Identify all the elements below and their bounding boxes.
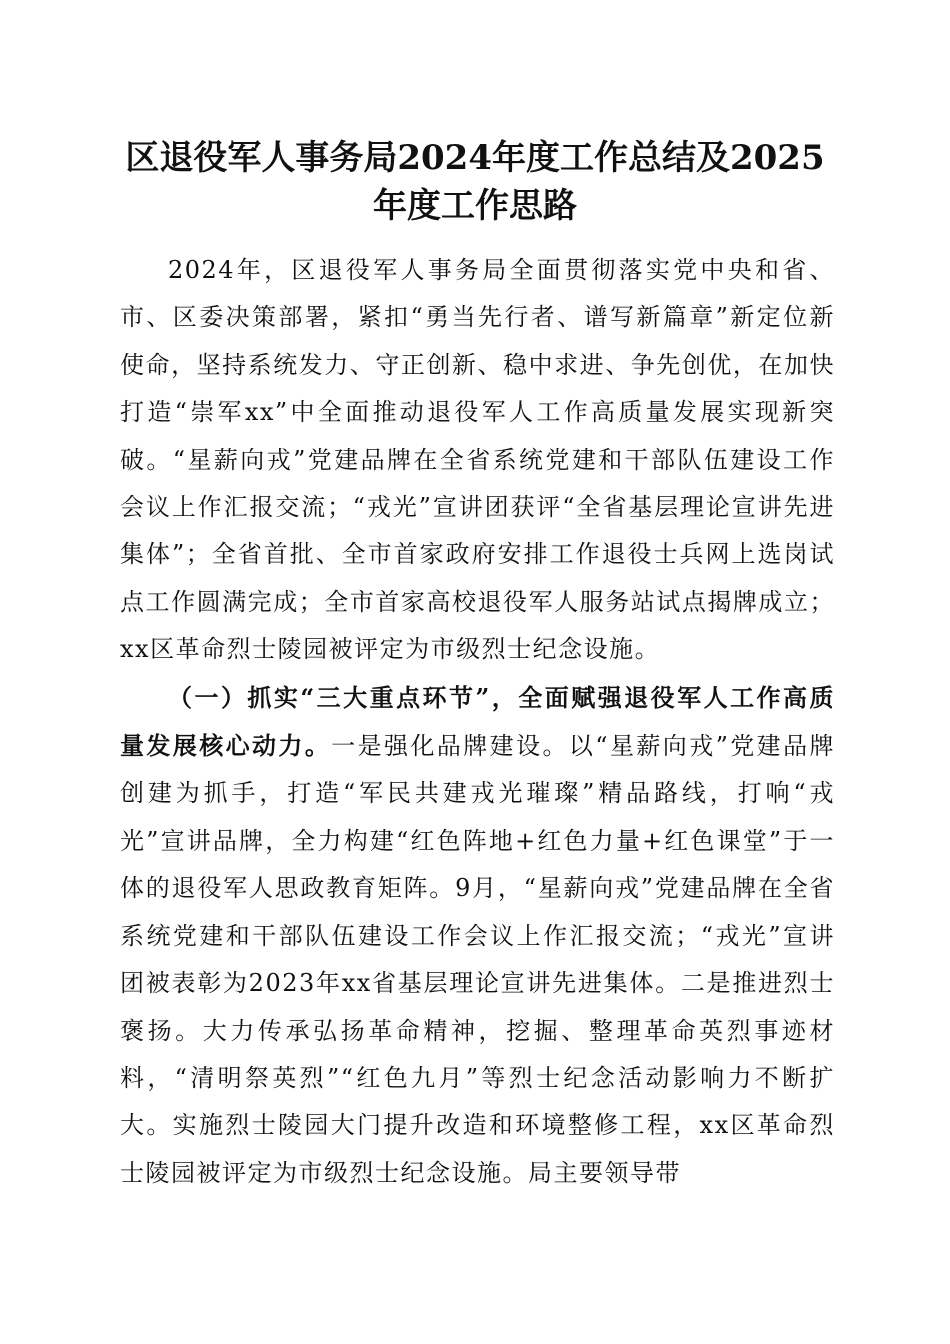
document-body xyxy=(120,247,835,1197)
section-1-heading: （一）抓实“三大重点环节”，全面赋强退役军人工作高质量发展核心动力。 xyxy=(120,682,835,761)
document-title-line-2: 年度工作思路 xyxy=(373,186,577,226)
section-1-paragraph xyxy=(120,674,835,1197)
document-title-line-1: 区退役军人事务局2024年度工作总结及2025 xyxy=(125,138,825,178)
section-1-body: 一是强化品牌建设。以“星薪向戎”党建品牌创建为抓手，打造“军民共建戎光璀璨”精品路线，打响“戎光”宣讲品牌，全力构建“红色阵地+红色力量+红色课堂”于一体的退役军人思政教育矩阵。9月，“星薪向戎”党建品牌在全省系统党建和干部队伍建设工作会议上作汇报交流；“戎光”宣讲团被表彰为2023年xx省基层理论宣讲先进集体。二是推进烈士褒扬。大力传承弘扬革命精神，挖掘、整理革命英烈事迹材料，“清明祭英烈”“红色九月”等烈士纪念活动影响力不断扩大。实施烈士陵园大门提升改造和环境整修工程，xx区革命烈士陵园被评定为市级烈士纪念设施。局主要领导带 xyxy=(120,732,835,1187)
intro-paragraph: 2024年，区退役军人事务局全面贯彻落实党中央和省、市、区委决策部署，紧扣“勇当先行者、谱写新篇章”新定位新使命，坚持系统发力、守正创新、稳中求进、争先创优，在加快打造“崇军xx”中全面推动退役军人工作高质量发展实现新突破。“星薪向戎”党建品牌在全省系统党建和干部队伍建设工作会议上作汇报交流；“戎光”宣讲团获评“全省基层理论宣讲先进集体”；全省首批、全市首家政府安排工作退役士兵网上选岗试点工作圆满完成；全市首家高校退役军人服务站试点揭牌成立；xx区革命烈士陵园被评定为市级烈士纪念设施。 xyxy=(120,256,835,664)
